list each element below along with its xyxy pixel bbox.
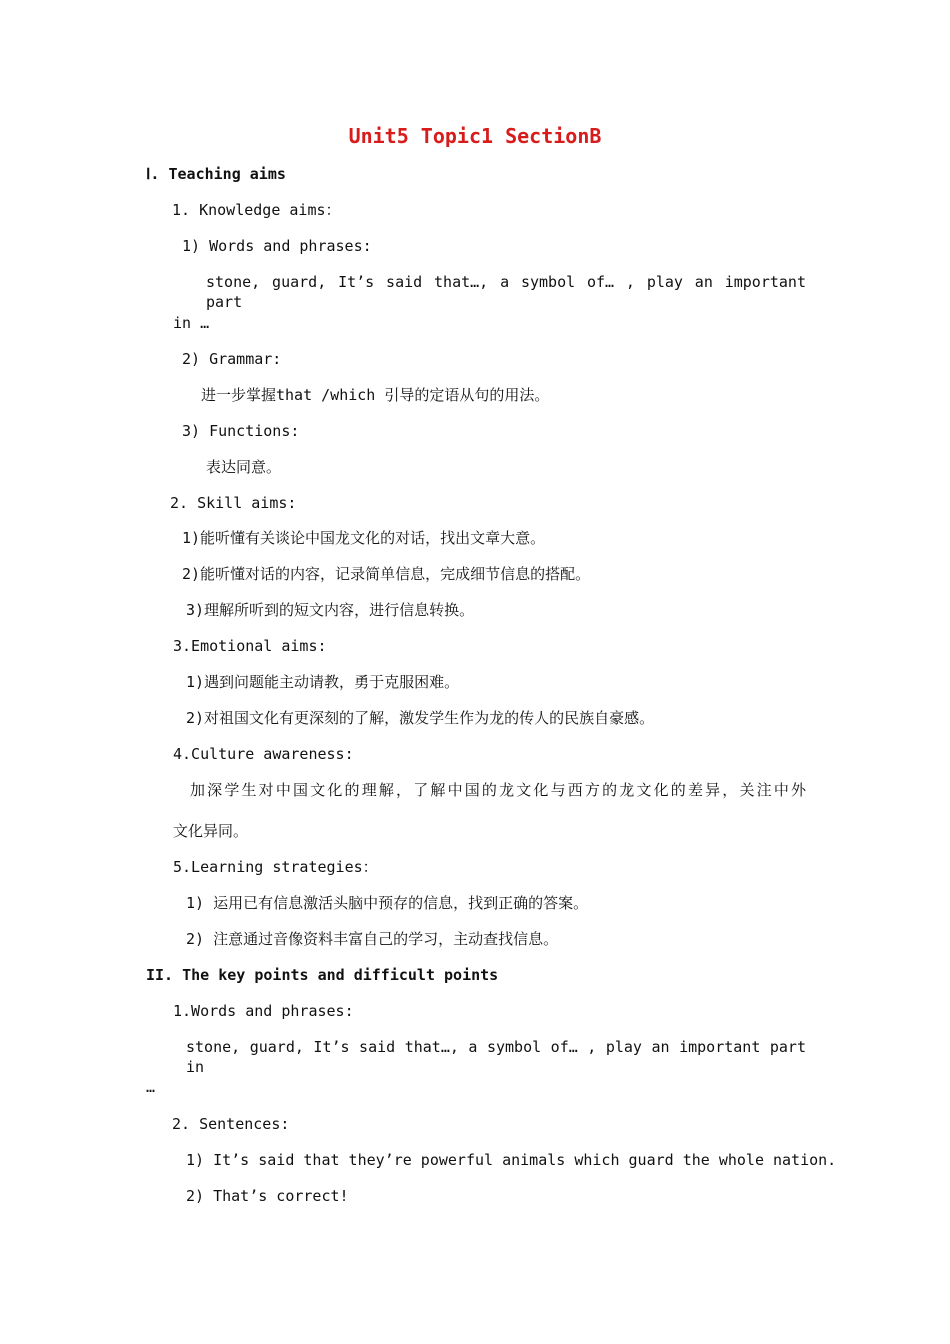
- functions-heading: 3) Functions:: [182, 422, 300, 440]
- key-words-line-1: stone, guard, It’s said that…, a symbol of… , play an important part in: [186, 1038, 806, 1076]
- words-phrases-line-2: in …: [173, 314, 210, 332]
- learning-strategy-1: 1) 运用已有信息激活头脑中预存的信息，找到正确的答案。: [186, 894, 589, 912]
- functions-text: 表达同意。: [206, 458, 282, 476]
- words-phrases-line-1: stone, guard, It’s said that…, a symbol of… , play an important part: [206, 273, 806, 311]
- learning-strategies-heading: 5.Learning strategies：: [173, 858, 378, 876]
- learning-strategy-2: 2) 注意通过音像资料丰富自己的学习，主动查找信息。: [186, 930, 559, 948]
- sentences-heading: 2. Sentences:: [172, 1115, 290, 1133]
- culture-awareness-line-1: 加深学生对中国文化的理解，了解中国的龙文化与西方的龙文化的差异，关注中外: [190, 781, 806, 799]
- section-2-heading: II. The key points and difficult points: [146, 966, 499, 984]
- emotional-aim-2: 2)对祖国文化有更深刻的了解，激发学生作为龙的传人的民族自豪感。: [186, 709, 655, 727]
- section-1-heading: Ⅰ. Teaching aims: [146, 165, 286, 183]
- key-words-heading: 1.Words and phrases:: [173, 1002, 354, 1020]
- sentence-1: 1) It’s said that they’re powerful animals which guard the whole nation.: [186, 1151, 837, 1169]
- words-phrases-heading: 1) Words and phrases:: [182, 237, 372, 255]
- skill-aim-1: 1)能听懂有关谈论中国龙文化的对话，找出文章大意。: [182, 529, 546, 547]
- sentence-2: 2) That’s correct!: [186, 1187, 349, 1205]
- culture-awareness-line-2: 文化异同。: [173, 822, 249, 840]
- knowledge-aims-heading: 1. Knowledge aims：: [172, 201, 341, 219]
- skill-aim-2: 2)能听懂对话的内容，记录简单信息，完成细节信息的搭配。: [182, 565, 591, 583]
- culture-awareness-heading: 4.Culture awareness:: [173, 745, 354, 763]
- skill-aims-heading: 2. Skill aims:: [170, 494, 297, 512]
- grammar-text: 进一步掌握that /which 引导的定语从句的用法。: [201, 386, 550, 404]
- key-words-line-2: …: [146, 1078, 156, 1096]
- emotional-aims-heading: 3.Emotional aims:: [173, 637, 327, 655]
- emotional-aim-1: 1)遇到问题能主动请教，勇于克服困难。: [186, 673, 460, 691]
- document-title: Unit5 Topic1 SectionB: [348, 124, 602, 148]
- grammar-heading: 2) Grammar:: [182, 350, 282, 368]
- skill-aim-3: 3)理解所听到的短文内容，进行信息转换。: [186, 601, 475, 619]
